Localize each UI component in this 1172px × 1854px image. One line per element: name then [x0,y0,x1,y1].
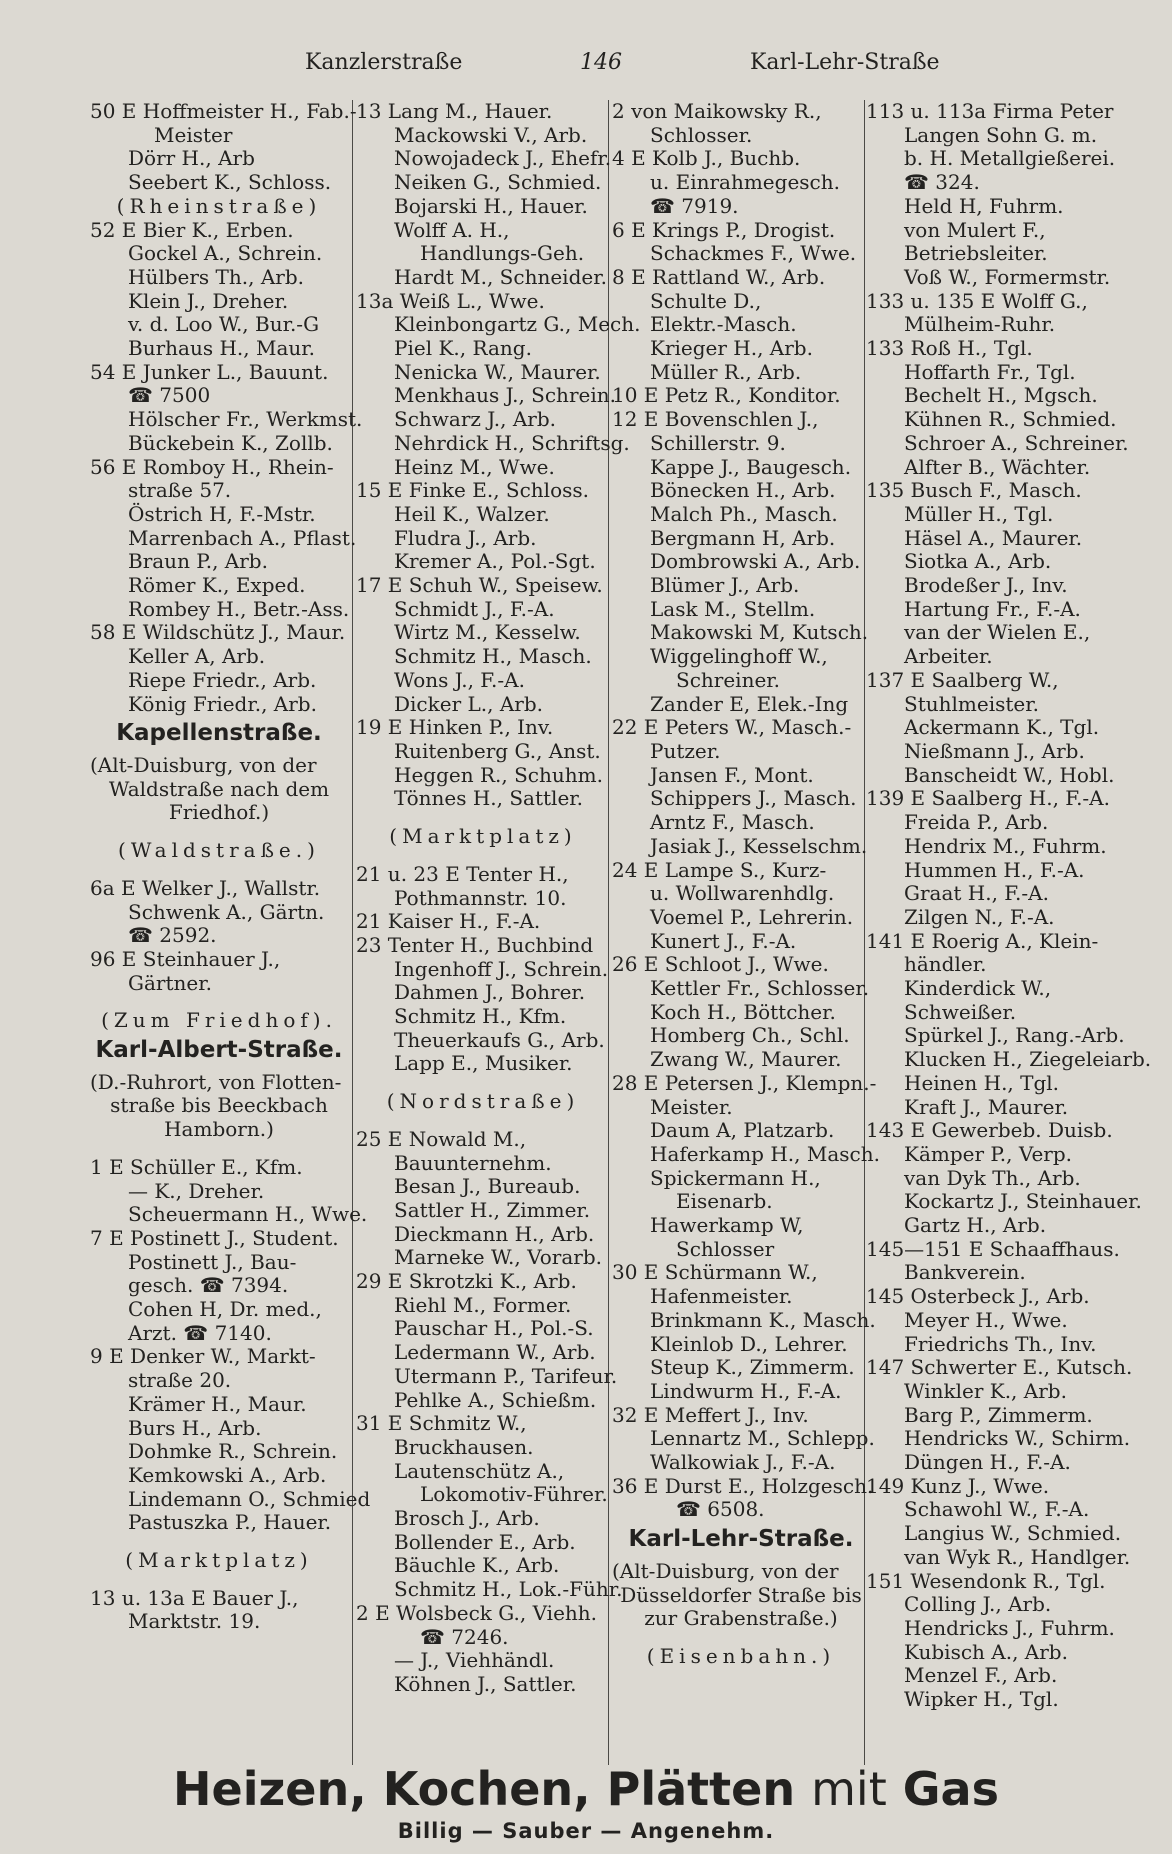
directory-entry: Wiggelinghoff W., [650,644,828,669]
directory-entry: straße 57. [128,478,232,503]
ad-word: Plätten [606,1762,796,1816]
directory-entry: Sattler H., Zimmer. [394,1197,591,1222]
directory-entry: 133 u. 135 E Wolff G., [866,288,1088,313]
directory-entry: Bönecken H., Arb. [650,478,836,503]
directory-entry: Marrenbach A., Pflast. [128,525,357,550]
directory-entry: Hardt M., Schneider. [394,264,607,289]
directory-entry: Cohen H, Dr. med., [128,1297,322,1322]
directory-entry: ☎ 324. [904,170,980,195]
directory-entry: Müller R., Arb. [650,359,802,384]
directory-entry: 24 E Lampe S., Kurz- [612,857,827,882]
directory-entry: Gockel A., Schrein. [128,241,323,266]
directory-entry: Heinen H., Tgl. [904,1070,1060,1095]
directory-entry: Krieger H., Arb. [650,336,813,361]
directory-entry: händler. [904,952,987,977]
directory-entry: Homberg Ch., Schl. [650,1023,850,1048]
directory-entry: Schulte D., [650,288,762,313]
directory-entry: 137 E Saalberg W., [866,667,1059,692]
column-4 [866,99,1152,1712]
directory-entry: 19 E Hinken P., Inv. [356,715,554,740]
advertisement-headline [0,1762,1172,1816]
directory-entry: Fludra J., Arb. [394,525,537,550]
directory-entry: Elektr.-Masch. [650,312,797,337]
directory-entry: Dahmen J., Bohrer. [394,980,586,1005]
directory-entry: van Wyk R., Handlger. [904,1544,1131,1569]
directory-entry: ☎ 7919. [650,193,739,218]
directory-entry: Schweißer. [904,999,1017,1024]
spacer [356,1114,610,1128]
directory-entry: Klucken H., Ziegeleiarb. [904,1047,1152,1072]
directory-entry: zur Grabenstraße.) [644,1606,838,1631]
directory-entry: b. H. Metallgießerei. [904,146,1116,171]
directory-entry: Lokomotiv-Führer. [420,1482,608,1507]
directory-entry: Langen Sohn G. m. [904,122,1098,147]
directory-entry: 135 Busch F., Masch. [866,478,1082,503]
directory-entry: Steup K., Zimmerm. [650,1355,855,1380]
directory-entry: Wons J., F.-A. [394,667,525,692]
directory-entry: Haferkamp H., Masch. [650,1141,880,1166]
directory-entry: Kinderdick W., [904,976,1052,1001]
directory-entry: 22 E Peters W., Masch.- [612,715,852,740]
spacer [90,1573,348,1587]
directory-entry: 58 E Wildschütz J., Maur. [90,620,346,645]
directory-entry: Römer K., Exped. [128,573,306,598]
directory-entry: Wipker H., Tgl. [904,1687,1059,1712]
directory-entry: 29 E Skrotzki K., Arb. [356,1269,577,1294]
spacer [356,849,610,863]
spacer [90,1142,348,1156]
directory-entry: Kraft J., Maurer. [904,1094,1069,1119]
directory-entry: ☎ 2592. [128,923,217,948]
directory-entry: Hawerkamp W, [650,1213,804,1238]
directory-entry: Bückebein K., Zollb. [128,430,333,455]
directory-entry: Düsseldorfer Straße bis [620,1582,862,1607]
directory-entry: Meister [154,122,233,147]
directory-entry: Pauschar H., Pol.-S. [394,1316,594,1341]
directory-entry: Schwarz J., Arb. [394,407,556,432]
directory-entry: ☎ 7500 [128,383,211,408]
directory-entry: 56 E Romboy H., Rhein- [90,454,334,479]
directory-entry: 28 E Petersen J., Klempn.- [612,1070,877,1095]
cross-street-marker: (Marktplatz) [389,824,577,849]
directory-entry: Schwenk A., Gärtn. [128,899,325,924]
directory-entry: Mackowski V., Arb. [394,122,588,147]
directory-entry: Blümer J., Arb. [650,573,800,598]
directory-entry: Arntz F., Masch. [650,810,815,835]
directory-entry: Kunert J., F.-A. [650,928,797,953]
advertisement-slogan: Billig — Sauber — Angenehm. [397,1819,775,1843]
directory-entry: Dohmke R., Schrein. [128,1439,338,1464]
directory-entry: u. Wollwarenhdlg. [650,881,835,906]
directory-entry: Schmitz H., Masch. [394,644,592,669]
directory-entry: 96 E Steinhauer J., [90,946,281,971]
directory-entry: 32 E Meffert J., Inv. [612,1402,809,1427]
directory-entry: Zwang W., Maurer. [650,1047,842,1072]
cross-street-marker: (Marktplatz) [125,1548,313,1573]
directory-entry: 23 Tenter H., Buchbind [356,932,594,957]
directory-entry: 151 Wesendonk R., Tgl. [866,1568,1106,1593]
directory-entry: Düngen H., F.-A. [904,1450,1071,1475]
directory-entry: (Alt-Duisburg, von der [90,752,317,777]
directory-entry: straße bis Beeckbach [110,1093,328,1118]
directory-entry: Menzel F., Arb. [904,1663,1058,1688]
directory-entry: Lennartz M., Schlepp. [650,1426,875,1451]
directory-entry: ☎ 6508. [676,1497,765,1522]
directory-entry: Seebert K., Schloss. [128,170,332,195]
directory-entry: Marktstr. 19. [128,1609,261,1634]
street-heading: Kapellenstraße. [116,720,322,747]
directory-entry: Kettler Fr., Schlosser. [650,976,870,1001]
header-left-street: Kanzlerstraße [305,50,463,75]
page-number: 146 [580,50,622,75]
directory-entry: König Friedr., Arb. [128,691,317,716]
directory-entry: 13 Lang M., Hauer. [356,99,553,123]
directory-entry: Häsel A., Maurer. [904,525,1083,550]
cross-street-marker: (Eisenbahn.) [646,1644,836,1668]
directory-entry: Alfter B., Wächter. [904,454,1091,479]
directory-entry: Bechelt H., Mgsch. [904,383,1098,408]
column-2 [356,99,641,1697]
ad-word: Kochen, [382,1762,591,1816]
directory-entry: Lautenschütz A., [394,1458,565,1483]
directory-entry: ☎ 7246. [420,1624,509,1649]
directory-entry: 17 E Schuh W., Speisew. [356,573,603,598]
directory-entry: 13a Weiß L., Wwe. [356,288,545,313]
directory-entry: Brodeßer J., Inv. [904,573,1068,598]
spacer [612,1631,870,1645]
directory-entry: 4 E Kolb J., Buchb. [612,146,801,171]
directory-entry: 147 Schwerter E., Kutsch. [866,1355,1133,1380]
directory-entry: Dörr H., Arb [128,146,255,171]
directory-entry: Held H, Fuhrm. [904,193,1064,218]
directory-entry: Besan J., Bureaub. [394,1174,581,1199]
spacer [90,1535,348,1549]
directory-entry: Stuhlmeister. [904,691,1039,716]
directory-entry: Lindwurm H., F.-A. [650,1378,842,1403]
directory-entry: Freida P., Arb. [904,810,1049,835]
directory-entry: Schmidt J., F.-A. [394,596,555,621]
directory-entry: Kühnen R., Schmied. [904,407,1117,432]
directory-entry: 50 E Hoffmeister H., Fab.- [90,99,357,123]
directory-entry: Schillerstr. 9. [650,430,786,455]
directory-entry: Graat H., F.-A. [904,881,1049,906]
directory-entry: Östrich H, F.-Mstr. [128,501,316,526]
directory-entry: Jasiak J., Kesselschm. [650,833,868,858]
directory-entry: Kockartz J., Steinhauer. [904,1189,1142,1214]
directory-entry: Heil K., Walzer. [394,501,550,526]
directory-entry: Colling J., Arb. [904,1592,1052,1617]
cross-street-marker: (Rheinstraße) [116,193,322,218]
directory-entry: Heinz M., Wwe. [394,454,555,479]
directory-entry: Bergmann H, Arb. [650,525,836,550]
directory-entry: Hoffarth Fr., Tgl. [904,359,1076,384]
advertisement [0,1762,1172,1846]
directory-entry: (D.-Ruhrort, von Flotten- [90,1069,342,1094]
directory-entry: Arbeiter. [904,644,993,669]
directory-entry: Riehl M., Former. [394,1292,572,1317]
directory-entry: Hafenmeister. [650,1284,793,1309]
directory-entry: Siotka A., Arb. [904,549,1052,574]
directory-entry: 6a E Welker J., Wallstr. [90,875,321,900]
directory-entry: Heggen R., Schuhm. [394,762,603,787]
directory-entry: Friedrichs Th., Inv. [904,1331,1097,1356]
directory-entry: Kemkowski A., Arb. [128,1462,327,1487]
directory-entry: Braun P., Arb. [128,549,268,574]
directory-entry: Kubisch A., Arb. [904,1639,1068,1664]
directory-entry: u. Einrahmegesch. [650,170,840,195]
directory-entry: Zander E, Elek.-Ing [650,691,849,716]
spacer [356,1076,610,1090]
directory-entry: Malch Ph., Masch. [650,501,838,526]
directory-entry: Lapp E., Musiker. [394,1051,573,1076]
directory-entry: Theuerkaufs G., Arb. [394,1027,605,1052]
directory-entry: van der Wielen E., [904,620,1091,645]
street-heading: Karl-Albert-Straße. [95,1037,343,1064]
directory-entry: — K., Dreher. [128,1178,265,1203]
directory-entry: Nehrdick H., Schriftsg. [394,430,630,455]
directory-entry: 31 E Schmitz W., [356,1411,527,1436]
directory-entry: Schlosser [676,1236,775,1261]
directory-entry: Lindemann O., Schmied [128,1486,371,1511]
directory-entry: 113 u. 113a Firma Peter [866,99,1114,123]
header-right-street: Karl-Lehr-Straße [750,50,940,75]
directory-entry: Hendricks J., Fuhrm. [904,1616,1115,1640]
directory-entry: Keller A, Arb. [128,644,266,669]
directory-entry: Burs H., Arb. [128,1415,262,1440]
directory-entry: 141 E Roerig A., Klein- [866,928,1099,953]
directory-entry: Makowski M, Kutsch. [650,620,869,645]
ad-word: Heizen, [173,1762,367,1816]
directory-entry: Krämer H., Maur. [128,1391,307,1416]
directory-entry: Mülheim-Ruhr. [904,312,1056,337]
spacer [90,825,348,839]
column-divider [352,100,353,1765]
directory-entry: Klein J., Dreher. [128,288,289,313]
directory-entry: Meister. [650,1094,733,1119]
directory-entry: Kämper P., Verp. [904,1141,1073,1166]
page-header [0,50,1172,84]
spacer [356,811,610,825]
directory-entry: Menkhaus J., Schrein. [394,383,616,408]
directory-entry: Kappe J., Baugesch. [650,454,852,479]
directory-entry: Brosch J., Arb. [394,1506,540,1531]
directory-entry: Marneke W., Vorarb. [394,1245,602,1270]
directory-entry: 10 E Petz R., Konditor. [612,383,841,408]
directory-entry: Postinett J., Bau- [128,1249,297,1274]
directory-entry: Jansen F., Mont. [650,762,814,787]
directory-entry: 15 E Finke E., Schloss. [356,478,590,503]
directory-entry: 6 E Krings P., Drogist. [612,217,836,242]
directory-entry: Daum A, Platzarb. [650,1118,835,1143]
directory-entry: Ingenhoff J., Schrein. [394,956,609,981]
directory-entry: 54 E Junker L., Bauunt. [90,359,329,384]
directory-entry: Nowojadeck J., Ehefr. [394,146,612,171]
directory-entry: Hummen H., F.-A. [904,857,1085,882]
directory-entry: Hendricks W., Schirm. [904,1426,1131,1451]
directory-entry: Banscheidt W., Hobl. [904,762,1115,787]
directory-entry: Barg P., Zimmerm. [904,1402,1093,1427]
directory-entry: 145 Osterbeck J., Arb. [866,1284,1090,1309]
directory-entry: Nenicka W., Maurer. [394,359,601,384]
directory-entry: 1 E Schüller E., Kfm. [90,1154,303,1179]
directory-entry: Brinkmann K., Masch. [650,1307,876,1332]
directory-entry: Hülbers Th., Arb. [128,264,304,289]
spacer [90,995,348,1009]
directory-entry: 143 E Gewerbeb. Duisb. [866,1118,1113,1143]
directory-entry: von Mulert F., [904,217,1046,242]
directory-entry: Schippers J., Masch. [650,786,857,811]
directory-entry: straße 20. [128,1368,232,1393]
directory-entry: Schmitz H., Kfm. [394,1004,567,1029]
directory-entry: Müller H., Tgl. [904,501,1054,526]
directory-entry: Bollender E., Arb. [394,1529,576,1554]
column-1 [90,99,371,1634]
directory-entry: 52 E Bier K., Erben. [90,217,294,242]
directory-entry: Tönnes H., Sattler. [394,786,583,811]
directory-entry: 149 Kunz J., Wwe. [866,1473,1050,1498]
directory-entry: Spürkel J., Rang.-Arb. [904,1023,1125,1048]
cross-street-marker: (Waldstraße.) [118,838,320,863]
directory-entry: 36 E Durst E., Holzgesch. [612,1473,874,1498]
directory-entry: Putzer. [650,738,721,763]
directory-entry: Ackermann K., Tgl. [904,715,1100,740]
directory-entry: van Dyk Th., Arb. [904,1165,1081,1190]
directory-entry: Hamborn.) [164,1117,274,1142]
directory-entry: Scheuermann H., Wwe. [128,1202,368,1227]
ad-word: mit [811,1762,887,1816]
directory-entry: Dieckmann H., Arb. [394,1221,595,1246]
directory-entry: Voß W., Formermstr. [904,264,1111,289]
directory-entry: Dombrowski A., Arb. [650,549,861,574]
directory-entry: (Alt-Duisburg, von der [612,1558,839,1583]
directory-entry: Hartung Fr., F.-A. [904,596,1081,621]
directory-entry: 21 Kaiser H., F.-A. [356,909,541,934]
directory-entry: Meyer H., Wwe. [904,1307,1068,1332]
directory-entry: gesch. ☎ 7394. [128,1273,289,1298]
directory-entry: 133 Roß H., Tgl. [866,336,1033,361]
cross-street-marker: (Zum Friedhof). [101,1008,337,1033]
directory-entry: Kleinbongartz G., Mech. [394,312,641,337]
directory-entry: Wirtz M., Kesselw. [394,620,581,645]
ad-word: Gas [902,1762,999,1816]
directory-entry: Piel K., Rang. [394,336,532,361]
directory-entry: Waldstraße nach dem [108,776,330,801]
column-3 [612,99,880,1669]
directory-entry: Schawohl W., F.-A. [904,1497,1090,1522]
directory-entry: Burhaus H., Maur. [128,336,315,361]
directory-entry: 7 E Postinett J., Student. [90,1225,339,1250]
directory-entry: Voemel P., Lehrerin. [650,904,854,929]
directory-entry: 13 u. 13a E Bauer J., [90,1585,299,1610]
directory-entry: Handlungs-Geh. [420,241,585,266]
directory-entry: Koch H., Böttcher. [650,999,836,1024]
spacer [90,863,348,877]
directory-entry: Schroer A., Schreiner. [904,430,1129,455]
directory-entry: Bankverein. [904,1260,1026,1285]
directory-entry: Riepe Friedr., Arb. [128,667,317,692]
directory-entry: Köhnen J., Sattler. [394,1672,577,1696]
directory-entry: Eisenarb. [676,1189,773,1214]
directory-entry: Dicker L., Arb. [394,691,544,716]
directory-entry: Lask M., Stellm. [650,596,816,621]
directory-entry: 145—151 E Schaaffhaus. [866,1236,1120,1261]
directory-entry: Spickermann H., [650,1165,821,1190]
directory-entry: Winkler K., Arb. [904,1378,1067,1403]
directory-entry: 2 von Maikowsky R., [612,99,822,123]
directory-entry: 21 u. 23 E Tenter H., [356,861,569,886]
directory-entry: Ruitenberg G., Anst. [394,738,601,763]
directory-entry: Bojarski H., Hauer. [394,193,588,218]
directory-entry: 139 E Saalberg H., F.-A. [866,786,1110,811]
street-heading: Karl-Lehr-Straße. [628,1526,854,1553]
directory-entry: Bruckhausen. [394,1434,534,1459]
directory-entry: Hölscher Fr., Werkmst. [128,407,363,432]
directory-entry: Rombey H., Betr.-Ass. [128,596,350,621]
directory-entry: Pastuszka P., Hauer. [128,1510,332,1535]
directory-entry: 12 E Bovenschlen J., [612,407,819,432]
directory-entry: — J., Viehhändl. [394,1648,555,1673]
directory-entry: 26 E Schloot J., Wwe. [612,952,829,977]
directory-entry: Betriebsleiter. [904,241,1048,266]
directory-entry: Neiken G., Schmied. [394,170,602,195]
directory-entry: 2 E Wolsbeck G., Viehh. [356,1600,598,1625]
directory-entry: Arzt. ☎ 7140. [128,1320,272,1345]
directory-entry: Walkowiak J., F.-A. [650,1450,836,1475]
directory-entry: Langius W., Schmied. [904,1521,1122,1546]
directory-entry: Schlosser. [650,122,753,147]
directory-entry: Hendrix M., Fuhrm. [904,833,1107,858]
directory-entry: Pehlke A., Schießm. [394,1387,597,1412]
directory-entry: Zilgen N., F.-A. [904,904,1055,929]
cross-street-marker: (Nordstraße) [386,1089,580,1114]
directory-entry: Bäuchle K., Arb. [394,1553,560,1578]
directory-entry: Gärtner. [128,970,212,995]
directory-entry: 9 E Denker W., Markt- [90,1344,316,1369]
directory-entry: Schreiner. [676,667,781,692]
directory-entry: Nießmann J., Arb. [904,738,1085,763]
directory-entry: Utermann P., Tarifeur. [394,1363,618,1388]
directory-entry: 8 E Rattland W., Arb. [612,264,826,289]
directory-entry: 30 E Schürmann W., [612,1260,818,1285]
directory-entry: Kremer A., Pol.-Sgt. [394,549,596,574]
directory-entry: Wolff A. H., [394,217,510,242]
directory-entry: Kleinlob D., Lehrer. [650,1331,848,1356]
directory-entry: v. d. Loo W., Bur.-G [128,312,320,337]
directory-entry: Friedhof.) [168,800,270,825]
directory-entry: Bauunternehm. [394,1150,552,1175]
directory-entry: 25 E Nowald M., [356,1126,527,1151]
directory-entry: Gartz H., Arb. [904,1213,1047,1238]
directory-entry: Pothmannstr. 10. [394,885,567,910]
directory-entry: Ledermann W., Arb. [394,1340,596,1365]
directory-entry: Schackmes F., Wwe. [650,241,857,266]
directory-entry: Schmitz H., Lok.-Führ. [394,1577,623,1602]
